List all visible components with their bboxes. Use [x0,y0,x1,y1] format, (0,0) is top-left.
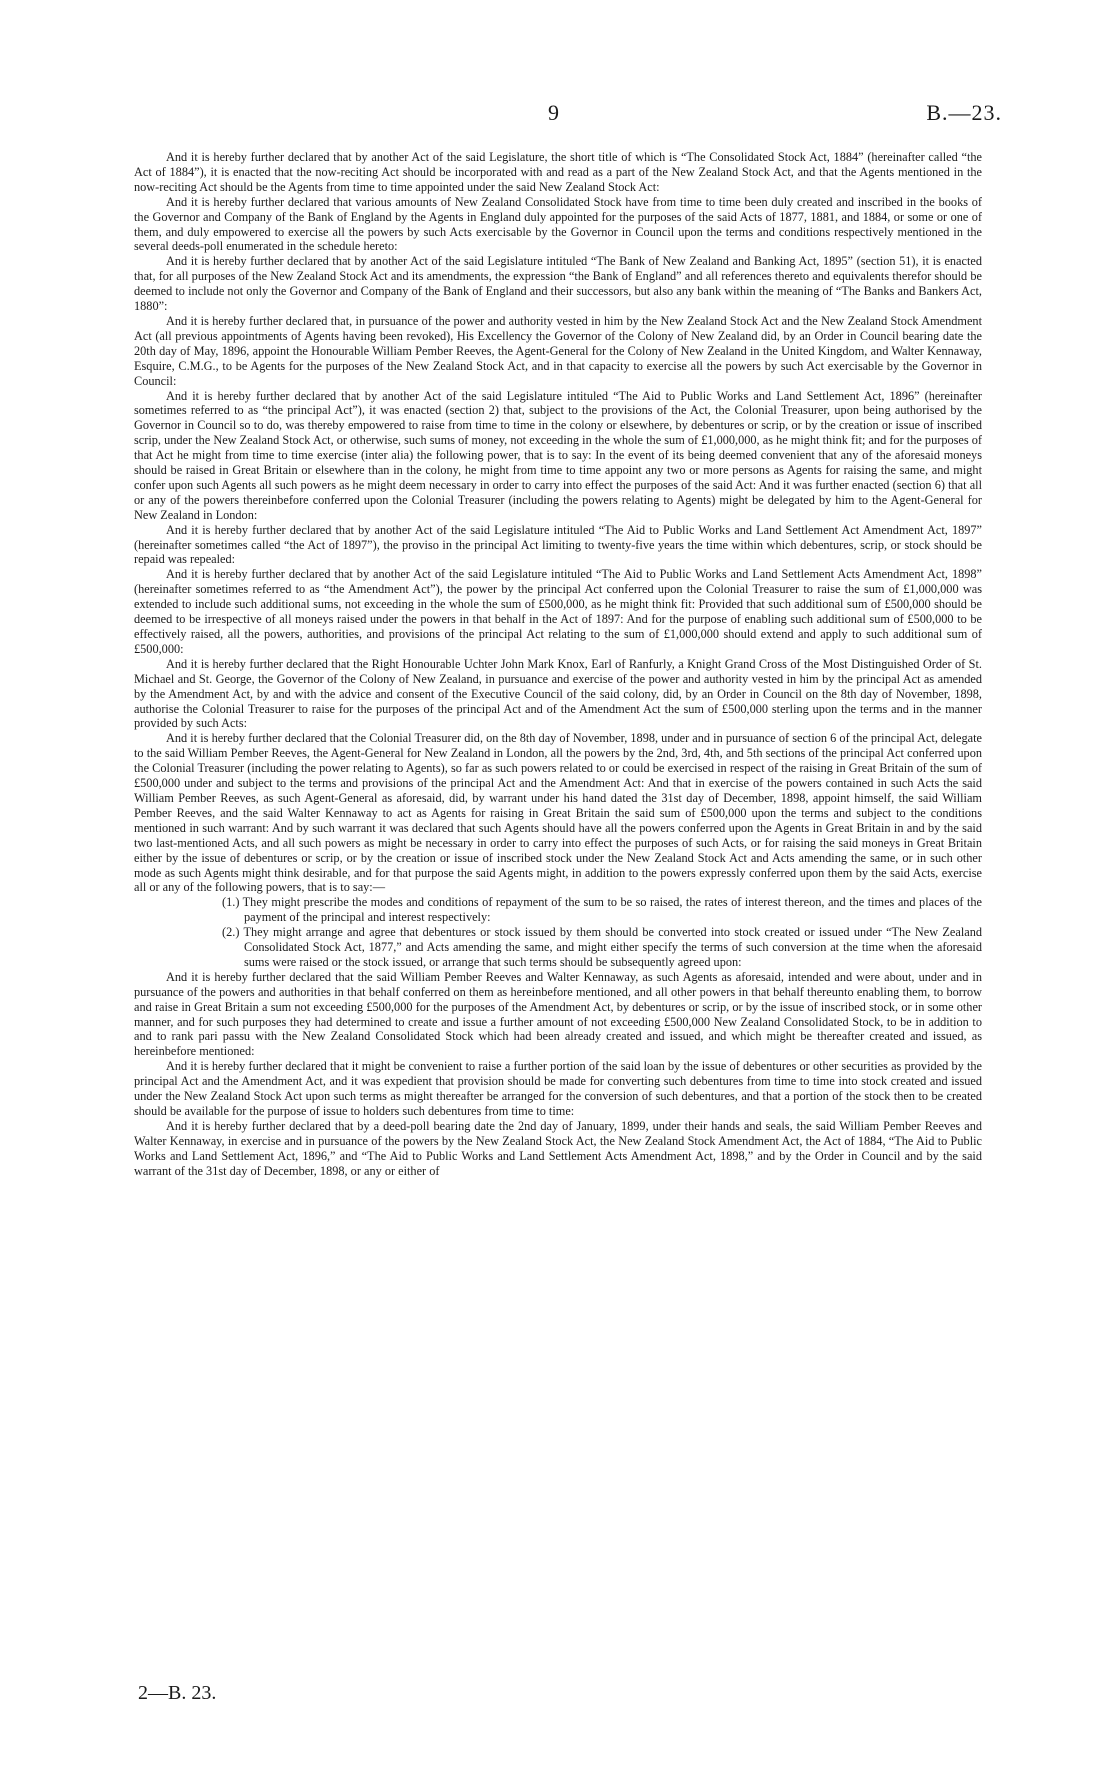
paragraph: And it is hereby further declared that by another Act of the said Legislature intituled “The Aid to Public Works and Land Settlement Acts Amendment Act, 1898” (hereinafter sometimes referred to as “the Amendment Act”), the power by the principal Act conferred upon the Colonial Treasurer to raise the sum of £1,000,000 was extended to include such additional sums, not exceeding in the whole the sum of £500,000, as he might think fit: Provided that such additional sum of £500,000 should be deemed to be irrespective of all moneys raised under the powers in that behalf in the Act of 1897: And for the purpose of enabling such additional sum of £500,000 to be effectively raised, all the powers, authorities, and provisions of the principal Act relating to the sum of £1,000,000 should extend and apply to such additional sum of £500,000: [134,567,982,656]
paragraph: And it is hereby further declared that the Colonial Treasurer did, on the 8th day of November, 1898, under and in pursuance of section 6 of the principal Act, delegate to the said William Pember Reeves, the Agent-General for New Zealand in London, all the powers by the 2nd, 3rd, 4th, and 5th sections of the principal Act conferred upon the Colonial Treasurer (including the power relating to Agents), so far as such powers related to or could be exercised in respect of the raising in Great Britain of the sum of £500,000 under and subject to the terms and provisions of the principal Act and the Amendment Act: And that in exercise of the powers contained in such Acts the said William Pember Reeves, as such Agent-General as aforesaid, did, by warrant under his hand dated the 31st day of December, 1898, appoint himself, the said William Pember Reeves, and the said Walter Kennaway to act as Agents for raising in Great Britain the said sum of £500,000 upon the terms and subject to the conditions mentioned in such warrant: And by such warrant it was declared that such Agents should have all the powers conferred upon the Agents in Great Britain in and by the said two last-mentioned Acts, and all such powers as might be necessary in order to carry into effect the purposes of such Acts, or for raising the said moneys in Great Britain either by the issue of debentures or scrip, or by the creation or issue of inscribed stock under the New Zealand Stock Act and Acts amending the same, or in such other mode as such Agents might think desirable, and for that purpose the said Agents might, in addition to the powers expressly conferred upon them by the said Acts, exercise all or any of the following powers, that is to say:— [134,731,982,895]
enumerated-item: (2.) They might arrange and agree that debentures or stock issued by them should be converted into stock created or issued under “The New Zealand Consolidated Stock Act, 1877,” and Acts amending the same, and might either specify the terms of such conversion at the time when the aforesaid sums were raised or the stock issued, or arrange that such terms should be subsequently agreed upon: [222,925,982,969]
paragraph: And it is hereby further declared that, in pursuance of the power and authority vested in him by the New Zealand Stock Act and the New Zealand Stock Amendment Act (all previous appointments of Agents having been revoked), His Excellency the Governor of the Colony of New Zealand did, by an Order in Council bearing date the 20th day of May, 1896, appoint the Honourable William Pember Reeves, the Agent-General for the Colony of New Zealand in the United Kingdom, and Walter Kennaway, Esquire, C.M.G., to be Agents for the purposes of the New Zealand Stock Act, and in that capacity to exercise all the powers by such Act exercisable by the Governor in Council: [134,313,982,388]
paragraph: And it is hereby further declared that the Right Honourable Uchter John Mark Knox, Earl of Ranfurly, a Knight Grand Cross of the Most Distinguished Order of St. Michael and St. George, the Governor of the Colony of New Zealand, in pursuance and exercise of the power and authority vested in him by the principal Act as amended by the Amendment Act, by and with the advice and consent of the Executive Council of the said colony, did, by an Order in Council on the 8th day of November, 1898, authorise the Colonial Treasurer to raise for the purposes of the principal Act and of the Amendment Act the sum of £500,000 sterling upon the terms and in the manner provided by such Acts: [134,656,982,731]
enumerated-item: (1.) They might prescribe the modes and conditions of repayment of the sum to be so raised, the rates of interest thereon, and the times and places of the payment of the principal and interest respectively: [222,895,982,925]
paragraph: And it is hereby further declared that by another Act of the said Legislature intituled “The Aid to Public Works and Land Settlement Act, 1896” (hereinafter sometimes referred to as “the principal Act”), it was enacted (section 2) that, subject to the provisions of the Act, the Colonial Treasurer, upon being authorised by the Governor in Council so to do, was thereby empowered to raise from time to time in the colony or elsewhere, by debentures or scrip, or by the creation or issue of inscribed scrip, under the New Zealand Stock Act, or otherwise, such sums of money, not exceeding in the whole the sum of £1,000,000, as he might think fit; and for the purposes of that Act he might from time to time exercise (inter alia) the following power, that is to say: In the event of its being deemed convenient that any of the aforesaid moneys should be raised in Great Britain or elsewhere than in the colony, he might from time to time appoint any two or more persons as Agents for raising the same, and might confer upon such Agents all such powers as he might deem necessary in order to carry into effect the purposes of the said Act: And it was further enacted (section 6) that all or any of the powers thereinbefore conferred upon the Colonial Treasurer (including the powers relating to Agents) might be delegated by him to the Agent-General for New Zealand in London: [134,388,982,522]
paragraph: And it is hereby further declared that the said William Pember Reeves and Walter Kennaway, as such Agents as aforesaid, intended and were about, under and in pursuance of the powers and authorities in that behalf conferred on them as hereinbefore mentioned, and all other powers in that behalf thereunto enabling them, to borrow and raise in Great Britain a sum not exceeding £500,000 for the purposes of the Amendment Act, by debentures or scrip, or by the issue of inscribed stock, or in some other manner, and for such purposes they had determined to create and issue a further amount of not exceeding £500,000 New Zealand Consolidated Stock, to be in addition to and to rank pari passu with the New Zealand Consolidated Stock which had been already created and issued, and which might be thereafter created and issued, as hereinbefore mentioned: [134,969,982,1059]
footer-signature: 2—B. 23. [138,1682,217,1704]
paragraph: And it is hereby further declared that by a deed-poll bearing date the 2nd day of January, 1899, under their hands and seals, the said William Pember Reeves and Walter Kennaway, in exercise and in pursuance of the powers by the New Zealand Stock Act, the New Zealand Stock Amendment Act, the Act of 1884, “The Aid to Public Works and Land Settlement Act, 1896,” and “The Aid to Public Works and Land Settlement Acts Amendment Act, 1898,” and by the Order in Council and by the said warrant of the 31st day of December, 1898, or any or either of [134,1118,982,1178]
paragraph: And it is hereby further declared that various amounts of New Zealand Consolidated Stock have from time to time been duly created and inscribed in the books of the Governor and Company of the Bank of England by the Agents in England duly appointed for the purposes of the said Acts of 1877, 1881, and 1884, or some or one of them, and duly empowered to exercise all the powers by such Acts exercisable by the Governor in Council upon the terms and conditions respectively mentioned in the several deeds-poll enumerated in the schedule hereto: [134,194,982,254]
page-number: 9 [548,100,559,125]
paragraph: And it is hereby further declared that it might be convenient to raise a further portion of the said loan by the issue of debentures or other securities as provided by the principal Act and the Amendment Act, and it was expedient that provision should be made for converting such debentures from time to time into stock created and issued under the New Zealand Stock Act upon such terms as might thereafter be arranged for the conversion of such debentures, and that a portion of the stock then to be created should be available for the purpose of issue to holders such debentures from time to time: [134,1059,982,1118]
paragraph: And it is hereby further declared that by another Act of the said Legislature, the short title of which is “The Consolidated Stock Act, 1884” (hereinafter called “the Act of 1884”), it is enacted that the now-reciting Act should be incorporated with and read as a part of the New Zealand Stock Act, and that the Agents mentioned in the now-reciting Act should be the Agents from time to time appointed under the said New Zealand Stock Act: [134,150,982,194]
document-reference: B.—23. [926,100,1002,125]
document-body [134,150,982,1179]
paragraph: And it is hereby further declared that by another Act of the said Legislature intituled “The Aid to Public Works and Land Settlement Act Amendment Act, 1897” (hereinafter sometimes called “the Act of 1897”), the proviso in the principal Act limiting to twenty-five years the time within which debentures, scrip, or stock should be repaid was repealed: [134,522,982,567]
paragraph: And it is hereby further declared that by another Act of the said Legislature intituled “The Bank of New Zealand and Banking Act, 1895” (section 51), it is enacted that, for all purposes of the New Zealand Stock Act and its amendments, the expression “the Bank of England” and all references thereto and equivalents therefor should be deemed to include not only the Governor and Company of the Bank of England and their successors, but also any bank within the meaning of “The Banks and Bankers Act, 1880”: [134,254,982,314]
